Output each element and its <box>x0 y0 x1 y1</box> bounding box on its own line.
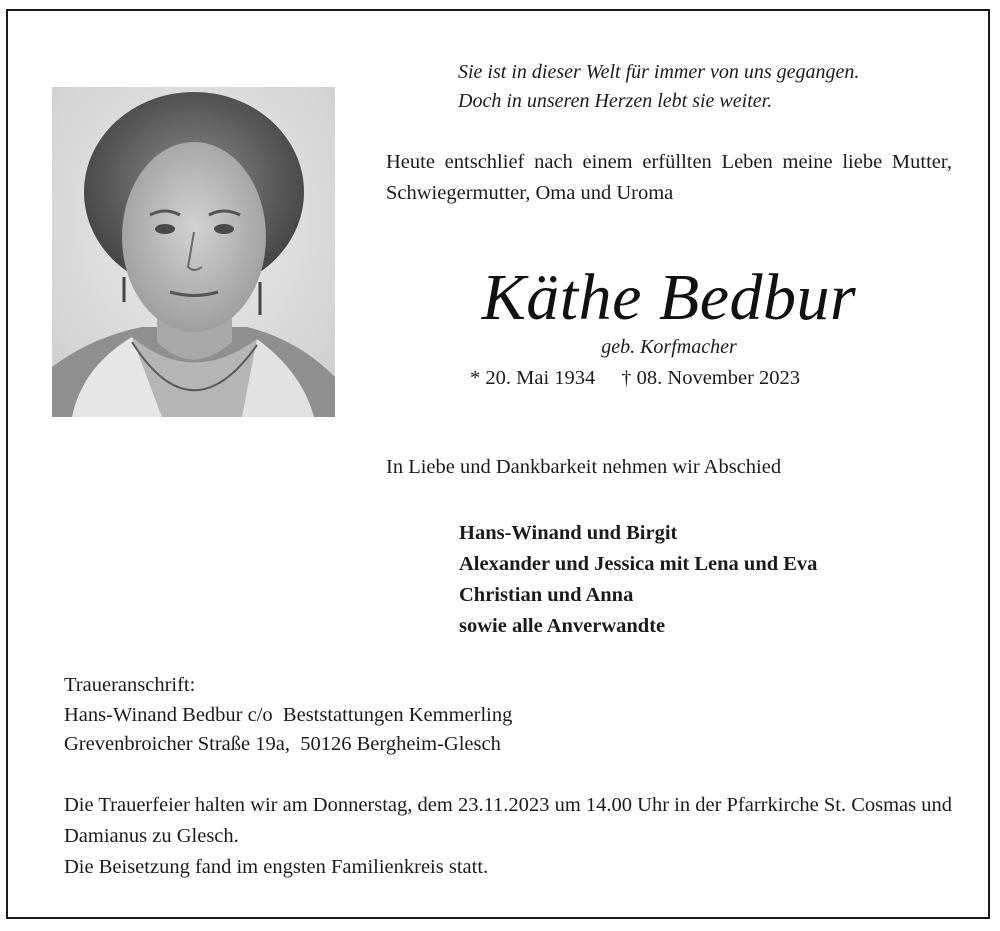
birth-date: * 20. Mai 1934 <box>470 367 596 389</box>
family-list <box>459 518 817 642</box>
portrait-photo <box>52 87 335 417</box>
address-label: Traueranschrift: <box>64 674 196 696</box>
family-member: Alexander und Jessica mit Lena und Eva <box>459 553 818 575</box>
quote-line-2: Doch in unseren Herzen lebt sie weiter. <box>458 90 773 112</box>
quote-line-1: Sie ist in dieser Welt für immer von uns gegangen. <box>458 61 860 83</box>
family-member: Hans-Winand und Birgit <box>459 522 678 544</box>
intro-text: Heute entschlief nach einem erfüllten Leben meine liebe Mutter, Schwiegermutter, Oma und Uroma <box>386 151 952 204</box>
burial-text: Die Beisetzung fand im engsten Familienkreis statt. <box>64 856 489 878</box>
maiden-name: geb. Korfmacher <box>601 336 737 358</box>
farewell-text: In Liebe und Dankbarkeit nehmen wir Abschied <box>386 456 782 478</box>
deceased-name: Käthe Bedbur <box>481 261 857 334</box>
family-member: sowie alle Anverwandte <box>459 615 666 637</box>
death-date: † 08. November 2023 <box>621 367 801 389</box>
family-member: Christian und Anna <box>459 584 634 606</box>
life-dates <box>470 367 800 390</box>
ceremony-text: Die Trauerfeier halten wir am Donnerstag, dem 23.11.2023 um 14.00 Uhr in der Pfarrkirche St. Cosmas und Damianus zu Glesch. <box>64 794 952 847</box>
mourning-address <box>64 671 512 760</box>
address-line-1: Hans-Winand Bedbur c/o Beststattungen Kemmerling <box>64 703 513 726</box>
memorial-quote <box>458 58 859 116</box>
address-line-2: Grevenbroicher Straße 19a, 50126 Bergheim-Glesch <box>64 733 501 755</box>
